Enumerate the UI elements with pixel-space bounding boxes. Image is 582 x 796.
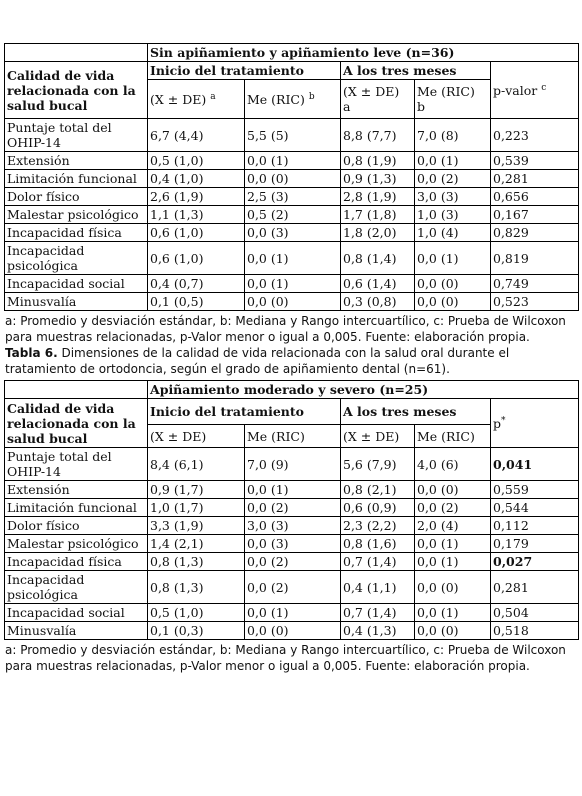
- cell-median-start: 7,0 (9): [245, 448, 341, 481]
- col-header-mean-start: (X ± DE) $^a$: [148, 80, 245, 119]
- cell-median-3m: 0,0 (0): [415, 622, 491, 640]
- cell-mean-start: 0,6 (1,0): [148, 242, 245, 275]
- cell-mean-start: 0,9 (1,7): [148, 481, 245, 499]
- cell-median-start: 0,0 (0): [245, 622, 341, 640]
- cell-mean-start: 0,8 (1,3): [148, 571, 245, 604]
- table-row: [5, 242, 579, 275]
- cell-p-value: 0,027: [491, 553, 579, 571]
- table-no-crowding: [4, 43, 579, 311]
- cell-p-value: 0,539: [491, 152, 579, 170]
- cell-mean-start: 8,4 (6,1): [148, 448, 245, 481]
- row-label: Incapacidad social: [5, 275, 148, 293]
- cell-median-3m: 2,0 (4): [415, 517, 491, 535]
- cell-p-value: 0,523: [491, 293, 579, 311]
- cell-median-3m: 0,0 (0): [415, 293, 491, 311]
- cell-mean-start: 1,1 (1,3): [148, 206, 245, 224]
- cell-median-start: 0,0 (2): [245, 553, 341, 571]
- cell-mean-3m: 2,8 (1,9): [341, 188, 415, 206]
- cell-mean-3m: 5,6 (7,9): [341, 448, 415, 481]
- row-label: Incapacidad física: [5, 224, 148, 242]
- table-row: [5, 622, 579, 640]
- cell-mean-3m: 0,4 (1,1): [341, 571, 415, 604]
- cell-mean-start: 1,4 (2,1): [148, 535, 245, 553]
- cell-mean-start: 0,5 (1,0): [148, 604, 245, 622]
- col-header-mean-3m: (X ± DE) a: [341, 80, 415, 119]
- cell-median-start: 5,5 (5): [245, 119, 341, 152]
- cell-p-value: 0,281: [491, 170, 579, 188]
- cell-mean-3m: 1,8 (2,0): [341, 224, 415, 242]
- table-row: [5, 517, 579, 535]
- row-header: Calidad de vida relacionada con la salud bucal: [5, 399, 148, 448]
- cell-mean-start: 0,4 (0,7): [148, 275, 245, 293]
- row-label: Puntaje total del OHIP-14: [5, 119, 148, 152]
- cell-p-value: 0,749: [491, 275, 579, 293]
- row-label: Extensión: [5, 481, 148, 499]
- cell-mean-start: 2,6 (1,9): [148, 188, 245, 206]
- table-title: Sin apiñamiento y apiñamiento leve (n=36): [148, 44, 579, 62]
- table-row: [5, 553, 579, 571]
- row-label: Dolor físico: [5, 188, 148, 206]
- cell-mean-3m: 8,8 (7,7): [341, 119, 415, 152]
- table-row: [5, 481, 579, 499]
- cell-median-start: 2,5 (3): [245, 188, 341, 206]
- table-note: a: Promedio y desviación estándar, b: Mediana y Rango intercuartílico, c: Prueba de Wilcoxon para muestras relacionadas, p-Valor menor o igual a 0,005. Fuente: elaboración propia.: [5, 643, 566, 673]
- cell-median-3m: 1,0 (3): [415, 206, 491, 224]
- row-label: Malestar psicológico: [5, 535, 148, 553]
- cell-mean-3m: 0,3 (0,8): [341, 293, 415, 311]
- cell-median-3m: 0,0 (2): [415, 170, 491, 188]
- document: [4, 43, 578, 677]
- cell-median-3m: 3,0 (3): [415, 188, 491, 206]
- cell-median-start: 0,0 (2): [245, 571, 341, 604]
- row-label: Incapacidad psicológica: [5, 242, 148, 275]
- cell-mean-3m: 0,6 (1,4): [341, 275, 415, 293]
- table-caption: Tabla 6. Dimensiones de la calidad de vida relacionada con la salud oral durante el tratamiento de ortodoncia, según el grado de apiñamiento dental (n=61).: [5, 346, 510, 376]
- cell-mean-3m: 0,8 (1,4): [341, 242, 415, 275]
- cell-mean-3m: 2,3 (2,2): [341, 517, 415, 535]
- cell-p-value: 0,819: [491, 242, 579, 275]
- table-row: [5, 535, 579, 553]
- cell-mean-3m: 0,8 (1,9): [341, 152, 415, 170]
- cell-mean-start: 3,3 (1,9): [148, 517, 245, 535]
- cell-mean-start: 0,1 (0,3): [148, 622, 245, 640]
- cell-mean-3m: 0,7 (1,4): [341, 553, 415, 571]
- cell-median-3m: 4,0 (6): [415, 448, 491, 481]
- cell-median-3m: 0,0 (0): [415, 481, 491, 499]
- table-row: [5, 188, 579, 206]
- row-label: Limitación funcional: [5, 170, 148, 188]
- cell-median-start: 0,0 (1): [245, 604, 341, 622]
- col-header-median-3m: Me (RIC) b: [415, 80, 491, 119]
- table-row: [5, 499, 579, 517]
- col-header-mean-3m: (X ± DE): [341, 425, 415, 448]
- cell-median-3m: 0,0 (0): [415, 571, 491, 604]
- cell-mean-3m: 0,4 (1,3): [341, 622, 415, 640]
- cell-median-3m: 7,0 (8): [415, 119, 491, 152]
- cell-p-value: 0,041: [491, 448, 579, 481]
- cell-mean-start: 0,5 (1,0): [148, 152, 245, 170]
- table-row: [5, 170, 579, 188]
- cell-median-start: 3,0 (3): [245, 517, 341, 535]
- table-row: [5, 604, 579, 622]
- cell-median-3m: 0,0 (1): [415, 604, 491, 622]
- row-label: Incapacidad social: [5, 604, 148, 622]
- col-header-median-start: Me (RIC) $^b$: [245, 80, 341, 119]
- row-header: Calidad de vida relacionada con la salud bucal: [5, 62, 148, 119]
- cell-median-start: 0,5 (2): [245, 206, 341, 224]
- cell-p-value: 0,167: [491, 206, 579, 224]
- row-label: Minusvalía: [5, 622, 148, 640]
- col-header-median-start: Me (RIC): [245, 425, 341, 448]
- cell-p-value: 0,544: [491, 499, 579, 517]
- cell-mean-start: 1,0 (1,7): [148, 499, 245, 517]
- cell-median-3m: 0,0 (1): [415, 152, 491, 170]
- table-row: [5, 152, 579, 170]
- row-label: Incapacidad física: [5, 553, 148, 571]
- table-row: [5, 293, 579, 311]
- col-header-p: p-valor $^c$: [491, 62, 579, 119]
- cell-mean-start: 0,6 (1,0): [148, 224, 245, 242]
- group-header-three-months: A los tres meses: [341, 399, 491, 425]
- cell-mean-3m: 1,7 (1,8): [341, 206, 415, 224]
- col-header-median-3m: Me (RIC): [415, 425, 491, 448]
- cell-p-value: 0,518: [491, 622, 579, 640]
- cell-median-3m: 0,0 (1): [415, 535, 491, 553]
- cell-median-3m: 0,0 (2): [415, 499, 491, 517]
- row-label: Limitación funcional: [5, 499, 148, 517]
- row-label: Malestar psicológico: [5, 206, 148, 224]
- cell-mean-start: 6,7 (4,4): [148, 119, 245, 152]
- row-label: Extensión: [5, 152, 148, 170]
- cell-median-start: 0,0 (3): [245, 535, 341, 553]
- cell-median-start: 0,0 (0): [245, 170, 341, 188]
- cell-median-start: 0,0 (2): [245, 499, 341, 517]
- cell-mean-3m: 0,9 (1,3): [341, 170, 415, 188]
- group-header-start: Inicio del tratamiento: [148, 62, 341, 80]
- cell-mean-3m: 0,7 (1,4): [341, 604, 415, 622]
- table-row: [5, 206, 579, 224]
- cell-p-value: 0,223: [491, 119, 579, 152]
- cell-p-value: 0,504: [491, 604, 579, 622]
- row-label: Minusvalía: [5, 293, 148, 311]
- cell-mean-3m: 0,8 (1,6): [341, 535, 415, 553]
- cell-median-start: 0,0 (1): [245, 275, 341, 293]
- cell-median-start: 0,0 (0): [245, 293, 341, 311]
- col-header-p: p*: [491, 399, 579, 448]
- row-label: Dolor físico: [5, 517, 148, 535]
- table-row: [5, 571, 579, 604]
- cell-p-value: 0,179: [491, 535, 579, 553]
- row-label: Puntaje total del OHIP-14: [5, 448, 148, 481]
- cell-mean-3m: 0,8 (2,1): [341, 481, 415, 499]
- row-label: Incapacidad psicológica: [5, 571, 148, 604]
- cell-p-value: 0,656: [491, 188, 579, 206]
- cell-median-start: 0,0 (1): [245, 481, 341, 499]
- table-title: Apiñamiento moderado y severo (n=25): [148, 381, 579, 399]
- cell-p-value: 0,559: [491, 481, 579, 499]
- cell-median-3m: 0,0 (1): [415, 553, 491, 571]
- table-note: a: Promedio y desviación estándar, b: Mediana y Rango intercuartílico, c: Prueba de Wilcoxon para muestras relacionadas, p-Valor menor o igual a 0,005. Fuente: elaboración propia.: [5, 314, 566, 344]
- cell-p-value: 0,829: [491, 224, 579, 242]
- cell-mean-start: 0,4 (1,0): [148, 170, 245, 188]
- group-header-three-months: A los tres meses: [341, 62, 491, 80]
- cell-p-value: 0,112: [491, 517, 579, 535]
- group-header-start: Inicio del tratamiento: [148, 399, 341, 425]
- cell-median-3m: 1,0 (4): [415, 224, 491, 242]
- cell-median-3m: 0,0 (0): [415, 275, 491, 293]
- cell-mean-start: 0,8 (1,3): [148, 553, 245, 571]
- table-row: [5, 275, 579, 293]
- cell-mean-3m: 0,6 (0,9): [341, 499, 415, 517]
- table-row: [5, 119, 579, 152]
- cell-median-start: 0,0 (1): [245, 242, 341, 275]
- table-moderate-severe-crowding: [4, 380, 579, 640]
- table-row: [5, 448, 579, 481]
- cell-median-3m: 0,0 (1): [415, 242, 491, 275]
- table-row: [5, 224, 579, 242]
- cell-p-value: 0,281: [491, 571, 579, 604]
- cell-mean-start: 0,1 (0,5): [148, 293, 245, 311]
- cell-median-start: 0,0 (1): [245, 152, 341, 170]
- cell-median-start: 0,0 (3): [245, 224, 341, 242]
- col-header-mean-start: (X ± DE): [148, 425, 245, 448]
